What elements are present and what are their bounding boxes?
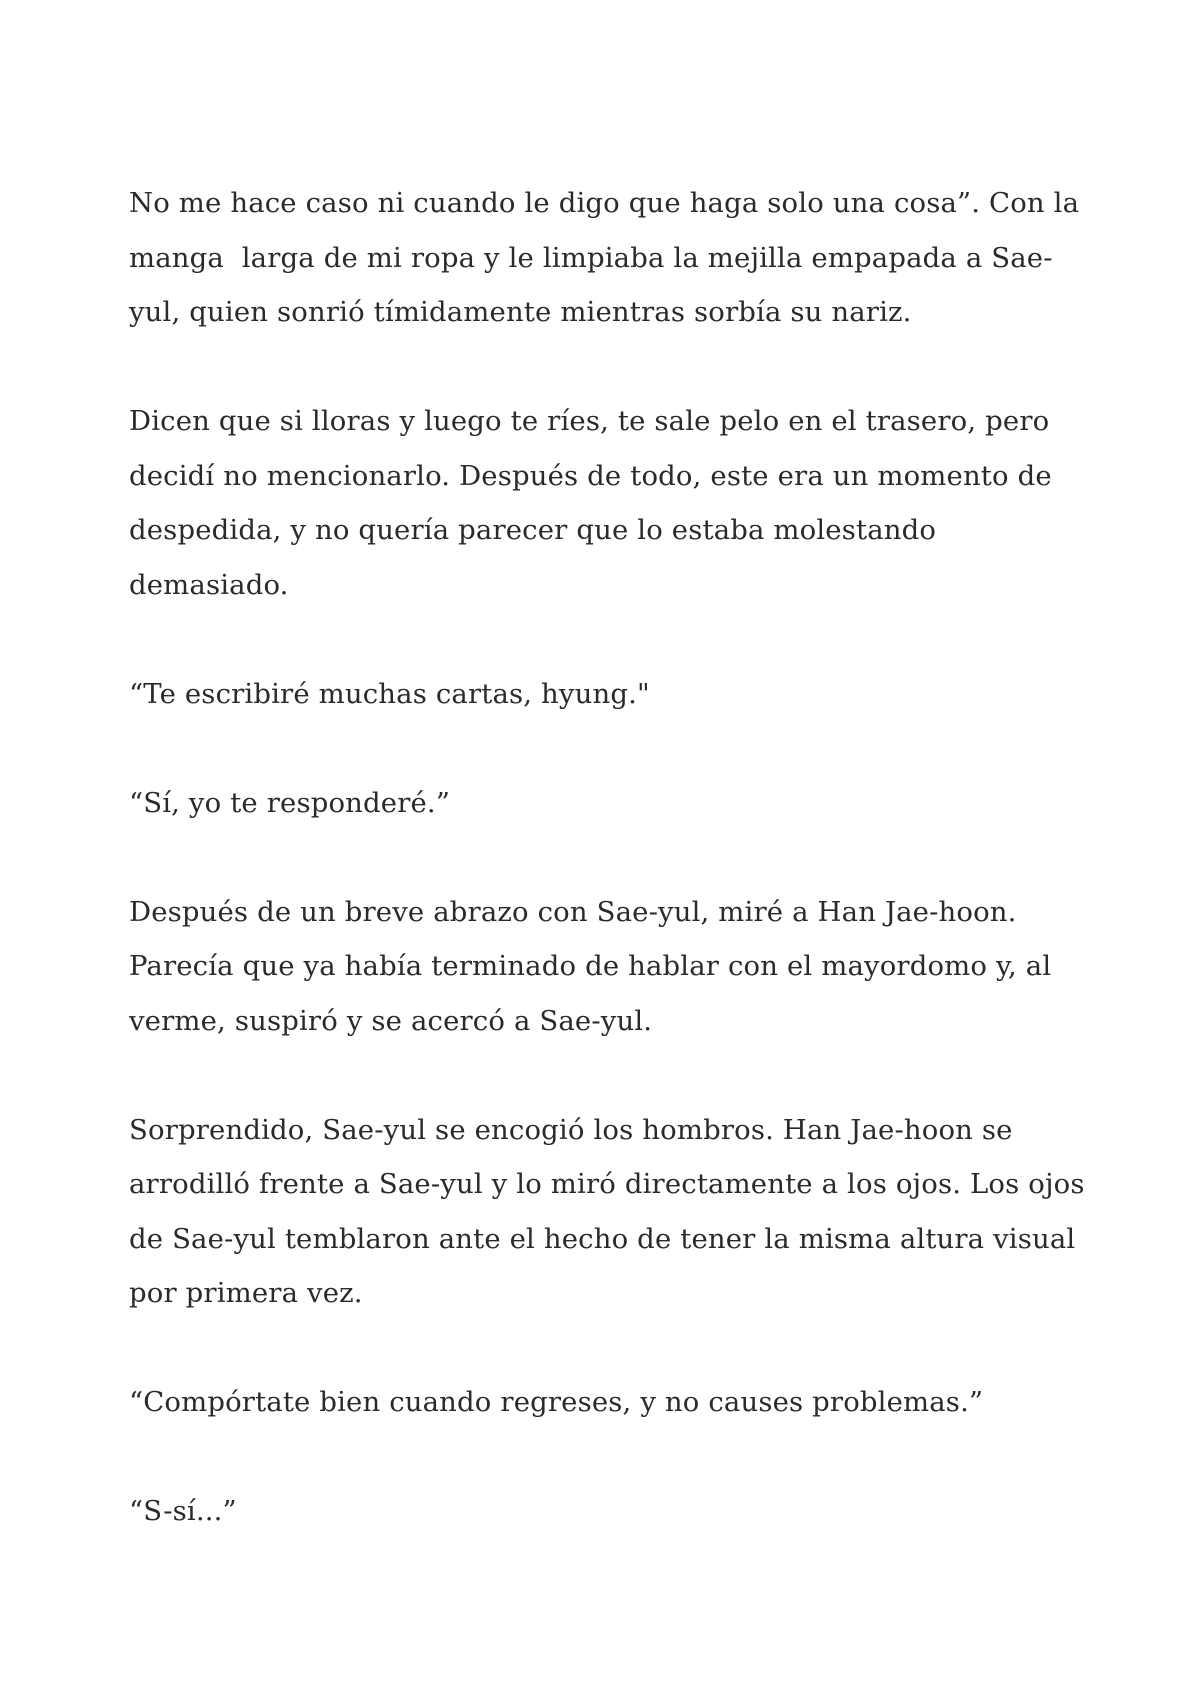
paragraph-line: manga larga de mi ropa y le limpiaba la mejilla empapada a Sae- [129, 241, 1053, 274]
paragraph-line: Sorprendido, Sae-yul se encogió los hombros. Han Jae-hoon se [129, 1113, 1013, 1146]
paragraph-4 [129, 1103, 1085, 1321]
dialogue-1 [129, 667, 1079, 722]
paragraph-3 [129, 885, 1079, 1049]
paragraph-line: “S-sí...” [129, 1495, 237, 1527]
paragraph-spacer [129, 612, 1079, 667]
paragraph-line: “Compórtate bien cuando regreses, y no causes problemas.” [129, 1386, 984, 1418]
document-body [129, 176, 1085, 1539]
paragraph-spacer [129, 1048, 1079, 1103]
paragraph-line: despedida, y no quería parecer que lo estaba molestando [129, 514, 937, 546]
paragraph-spacer [129, 1321, 1079, 1376]
paragraph-2 [129, 394, 1079, 612]
paragraph-line: verme, suspiró y se acercó a Sae-yul. [129, 1004, 653, 1037]
dialogue-4 [129, 1484, 1079, 1539]
paragraph-line: por primera vez. [129, 1277, 363, 1309]
paragraph-spacer [129, 830, 1079, 885]
dialogue-2 [129, 776, 1079, 831]
paragraph-line: Parecía que ya había terminado de hablar con el mayordomo y, al [129, 950, 1052, 982]
paragraph-spacer [129, 1430, 1079, 1485]
paragraph-line: Después de un breve abrazo con Sae-yul, miré a Han Jae-hoon. [129, 895, 1017, 928]
paragraph-line: de Sae-yul temblaron ante el hecho de tener la misma altura visual [129, 1222, 1076, 1255]
paragraph-line: No me hace caso ni cuando le digo que haga solo una cosa”. Con la [129, 187, 1080, 219]
paragraph-line: “Sí, yo te responderé.” [129, 786, 451, 819]
paragraph-spacer [129, 721, 1079, 776]
paragraph-line: demasiado. [129, 568, 289, 601]
paragraph-line: Dicen que si lloras y luego te ríes, te sale pelo en el trasero, pero [129, 405, 1050, 437]
paragraph-line: arrodilló frente a Sae-yul y lo miró directamente a los ojos. Los ojos [129, 1168, 1085, 1200]
dialogue-3 [129, 1375, 1079, 1430]
paragraph-spacer [129, 340, 1079, 395]
paragraph-line: “Te escribiré muchas cartas, hyung." [129, 677, 650, 710]
paragraph-line: yul, quien sonrió tímidamente mientras sorbía su nariz. [129, 296, 912, 328]
paragraph-1 [129, 176, 1079, 340]
paragraph-line: decidí no mencionarlo. Después de todo, este era un momento de [129, 459, 1052, 492]
